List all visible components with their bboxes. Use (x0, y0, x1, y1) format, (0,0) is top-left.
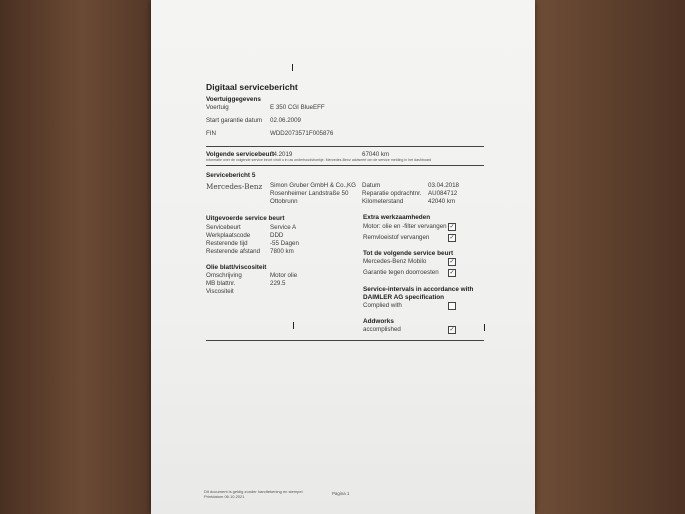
date-label: Datum (362, 182, 381, 189)
complied-with-checkbox[interactable] (448, 302, 456, 310)
dealer-street: Rosenheimer Landstraße 50 (270, 190, 349, 197)
accomplished-label: accomplished (363, 326, 401, 333)
oil-description-label: Omschrijving (206, 272, 242, 279)
vehicle-label: Voertuig (206, 104, 229, 111)
extra-item-brake-fluid: Remvloeistof vervangen (363, 234, 430, 241)
warranty-start-label: Start garantie datum (206, 117, 263, 124)
viscosity-label: Viscositeit (206, 288, 234, 295)
remaining-distance-label: Resterende afstand (206, 248, 261, 255)
order-number-label: Reparatie opdrachtnr. (362, 190, 422, 197)
complied-with-label: Complied with (363, 302, 402, 309)
until-next-heading: Tot de volgende service beurt (363, 250, 454, 257)
oil-description-value: Motor olie (270, 272, 298, 279)
service-report-page (151, 0, 535, 514)
workshop-code-value: DDD (270, 232, 284, 239)
oil-spec-label: MB blattnr. (206, 280, 236, 287)
next-service-note: Informatie over de volgende service beurt vindt u in uw onderhoudsboekje. Mercedes-Benz adviseert om de service melding in het dashboard (206, 158, 432, 162)
fold-mark-right (484, 324, 485, 331)
page-number: Pagina 1 (332, 491, 350, 496)
divider-top (206, 146, 484, 147)
order-number-value: AU084712 (428, 190, 458, 197)
service-label: Servicebeurt (206, 224, 241, 231)
fin-value: WDD2073571F005876 (270, 130, 334, 137)
extra-item-oil-filter: Motor: olie en -filter vervangen (363, 223, 447, 230)
footer-print-date: Printdatum 06.10.2021 (204, 494, 245, 499)
performed-heading: Uitgevoerde service beurt (206, 215, 285, 222)
divider-bottom (206, 340, 484, 341)
divider-next-service (206, 165, 484, 166)
extra-work-heading: Extra werkzaamheden (363, 214, 431, 221)
rust-warranty-label: Garantie tegen doorroesten (363, 269, 439, 276)
mercedes-benz-logo: Mercedes-Benz (206, 182, 263, 191)
vehicle-heading: Voertuiggegevens (206, 96, 261, 103)
mileage-value: 42040 km (428, 198, 456, 205)
rust-warranty-checkbox[interactable]: ✓ (449, 270, 455, 276)
intervals-heading-line2: DAIMLER AG specification (363, 294, 445, 301)
accomplished-checkbox[interactable]: ✓ (449, 327, 455, 333)
dealer-city: Ottobrunn (270, 198, 298, 205)
fold-mark-top (292, 64, 293, 71)
next-service-heading: Volgende servicebeurt (206, 151, 275, 158)
workshop-code-label: Werkplaatscode (206, 232, 251, 239)
brake-fluid-checkbox[interactable]: ✓ (449, 235, 455, 241)
remaining-time-value: -55 Dagen (270, 240, 299, 247)
service-value: Service A (270, 224, 297, 231)
mobilo-label: Mercedes-Benz Mobilo (363, 258, 427, 265)
report-heading: Servicebericht 5 (206, 172, 256, 179)
intervals-heading-line1: Service-intervals in accordance with (363, 286, 474, 293)
vehicle-value: E 350 CGI BlueEFF (270, 104, 325, 111)
footer-validity: Dit document is geldig zonder handtekening en stempel (204, 489, 303, 494)
addworks-heading: Addworks (363, 318, 394, 325)
remaining-distance-value: 7800 km (270, 248, 294, 255)
next-service-km: 67040 km (362, 151, 390, 158)
mobilo-checkbox[interactable]: ✓ (449, 259, 455, 265)
fold-mark-middle (293, 322, 294, 329)
oil-spec-value: 229.5 (270, 280, 286, 287)
date-value: 03.04.2018 (428, 182, 459, 189)
oil-heading: Olie blatt/viscositeit (206, 264, 267, 271)
fin-label: FIN (206, 130, 216, 137)
remaining-time-label: Resterende tijd (206, 240, 248, 247)
next-service-date: 04.2019 (270, 151, 293, 158)
dealer-name: Simon Gruber GmbH & Co.,KG (270, 182, 356, 189)
mileage-label: Kilometerstand (362, 198, 404, 205)
warranty-start-value: 02.06.2009 (270, 117, 301, 124)
oil-filter-checkbox[interactable]: ✓ (449, 224, 455, 230)
page-title: Digitaal servicebericht (206, 82, 298, 92)
